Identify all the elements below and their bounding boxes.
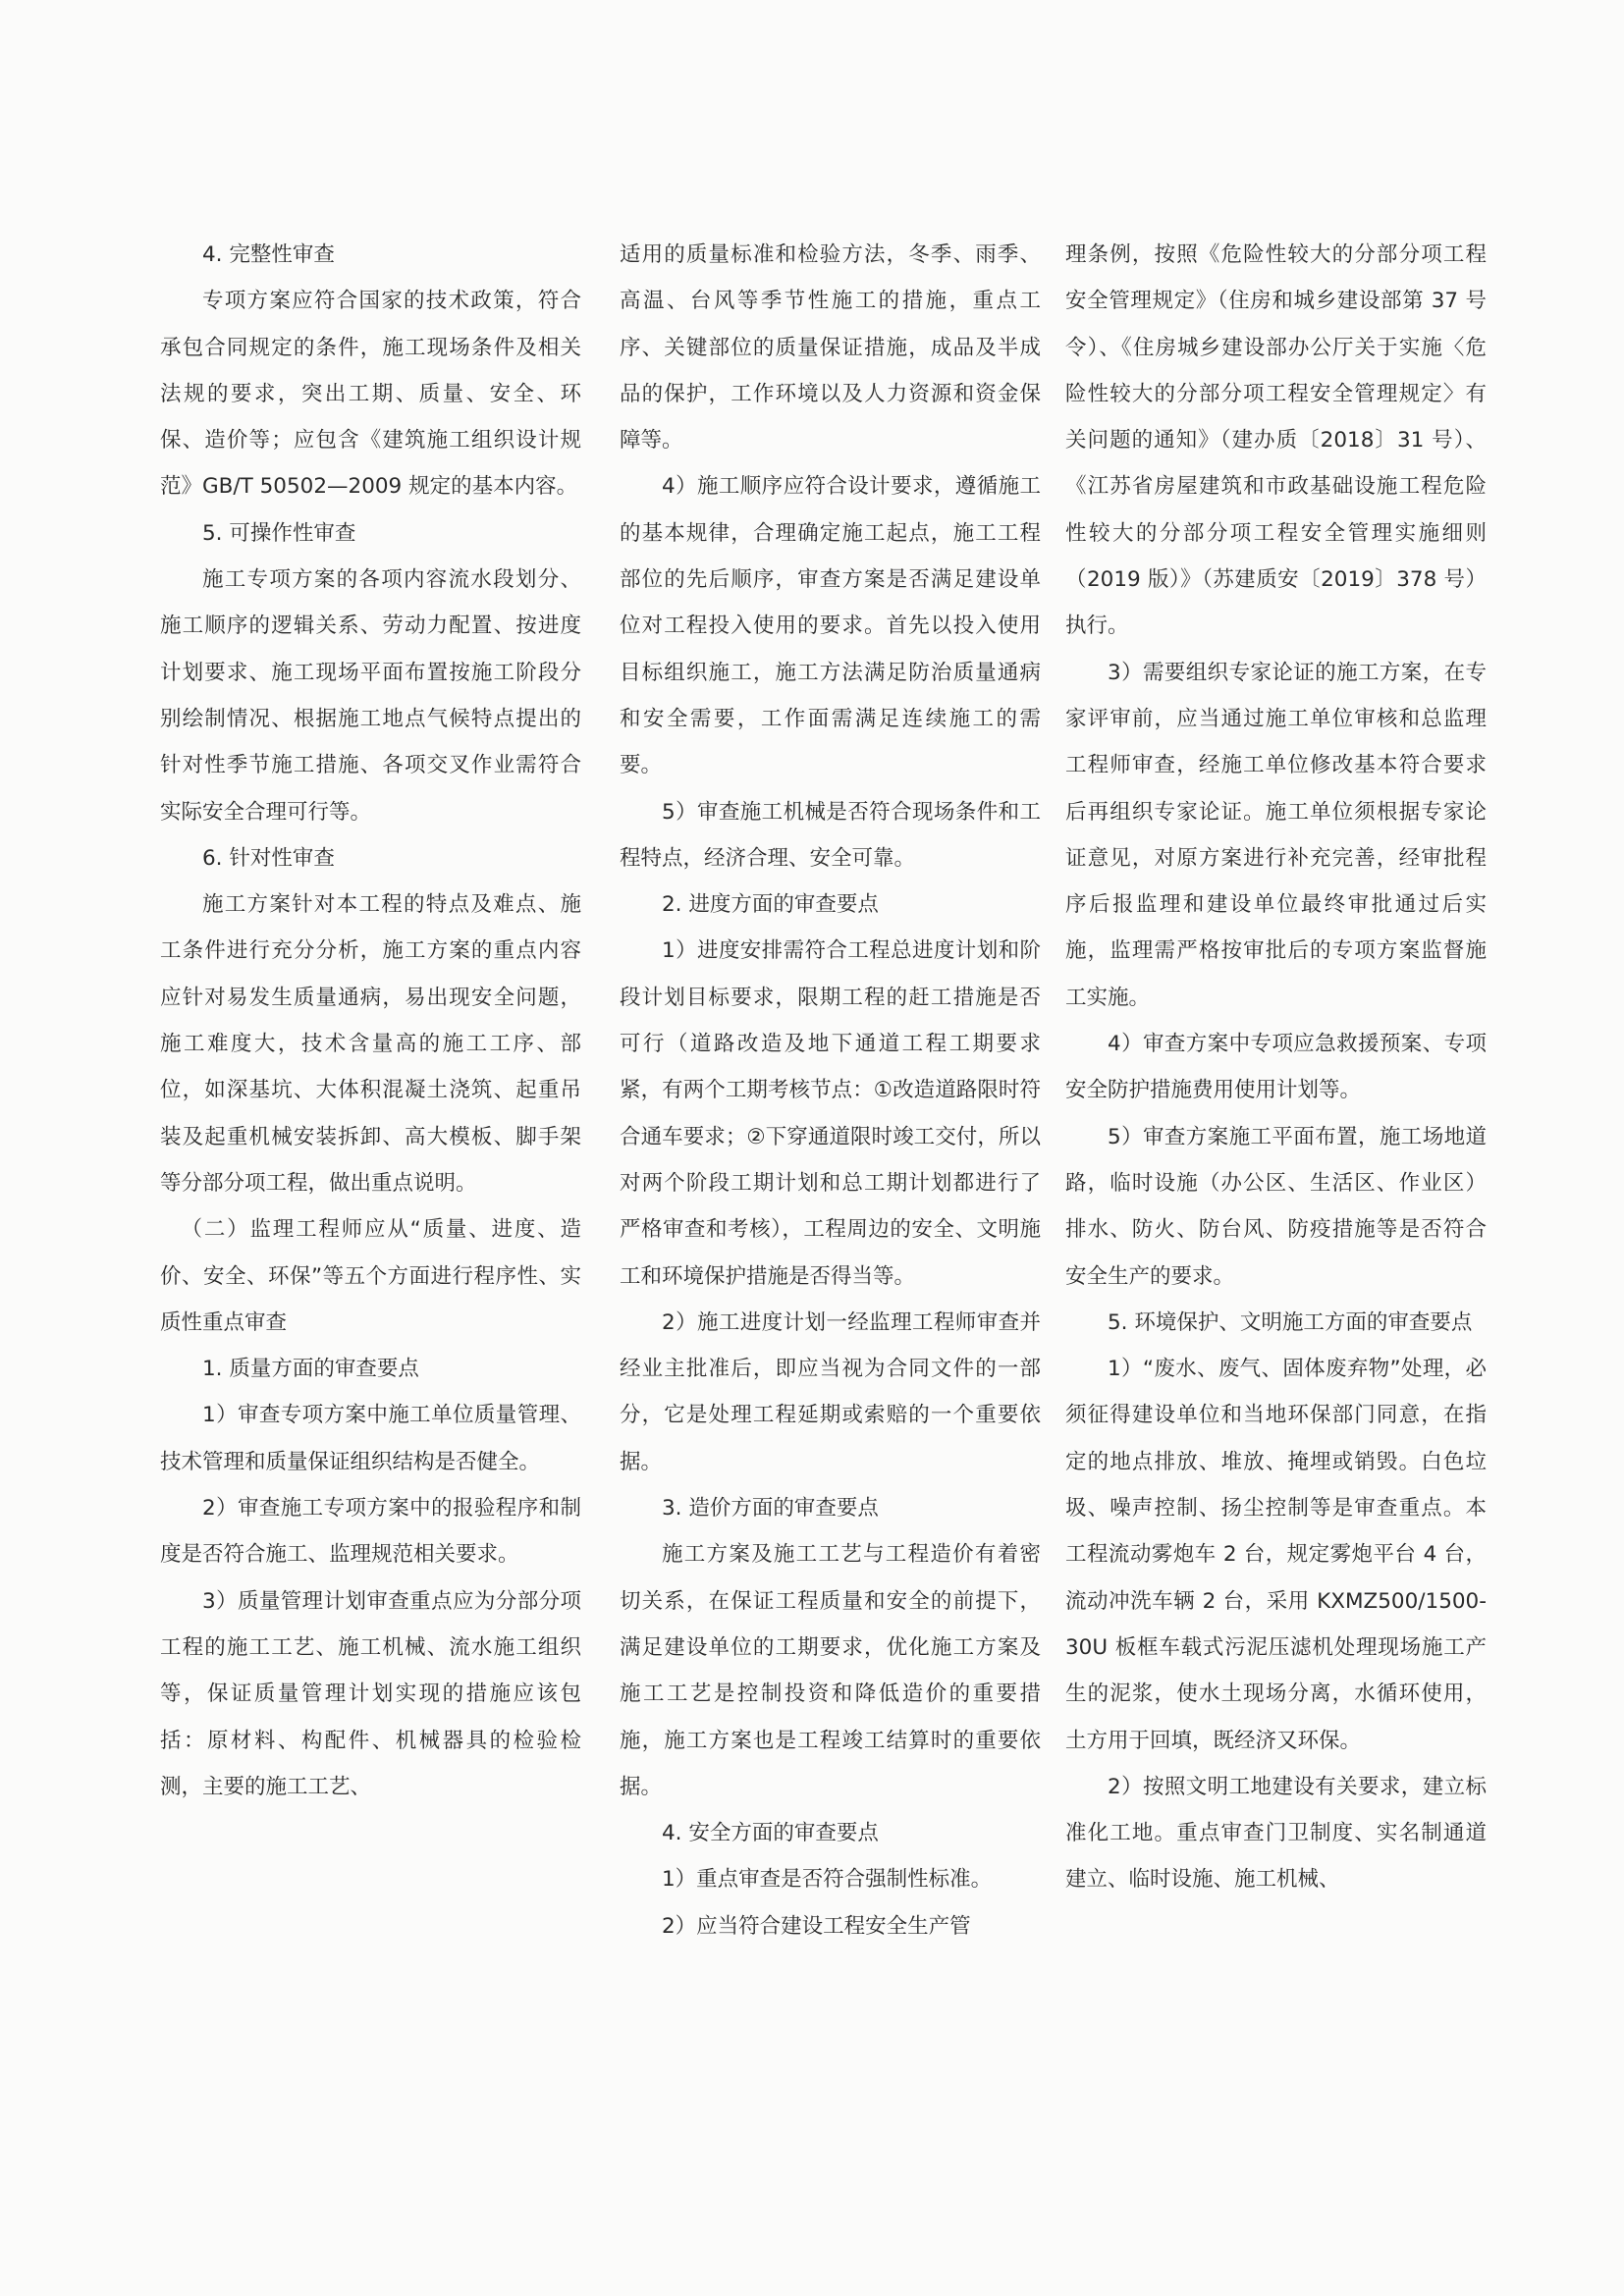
text-column-2 [620,232,1041,1949]
paragraph: 1）“废水、废气、固体废弃物”处理，必须征得建设单位和当地环保部门同意，在指定的地点排放、堆放、掩埋或销毁。白色垃圾、噪声控制、扬尘控制等是审查重点。本工程流动雾炮车 2 台，规定雾炮平台 4 台，流动冲洗车辆 2 台，采用 KXMZ500/1500-30U 板框车载式污泥压滤机处理现场施工产生的泥浆，使水土现场分离，水循环使用，土方用于回填，既经济又环保。 [1065,1357,1487,1753]
section-heading: 1. 质量方面的审查要点 [202,1357,419,1382]
paragraph: 专项方案应符合国家的技术政策，符合承包合同规定的条件，施工现场条件及相关法规的要求，突出工期、质量、安全、环保、造价等；应包含《建筑施工组织设计规范》GB/T 50502—2009 规定的基本内容。 [160,289,581,500]
paragraph: 理条例，按照《危险性较大的分部分项工程安全管理规定》（住房和城乡建设部第 37 号令）、《住房城乡建设部办公厅关于实施〈危险性较大的分部分项工程安全管理规定〉有关问题的通知》（建办质〔2018〕31 号）、《江苏省房屋建筑和市政基础设施工程危险性较大的分部分项工程安全管理实施细则（2019 版）》（苏建质安〔2019〕378 号）执行。 [1065,242,1487,639]
paragraph: 2）施工进度计划一经监理工程师审查并经业主批准后，即应当视为合同文件的一部分，它是处理工程延期或索赔的一个重要依据。 [620,1309,1041,1474]
paragraph: 施工方案及施工工艺与工程造价有着密切关系，在保证工程质量和安全的前提下，满足建设单位的工期要求，优化施工方案及施工工艺是控制投资和降低造价的重要措施，施工方案也是工程竣工结算时的重要依据。 [620,1542,1041,1799]
paragraph: 5）审查方案施工平面布置，施工场地道路，临时设施（办公区、生活区、作业区）排水、防火、防台风、防疫措施等是否符合安全生产的要求。 [1065,1124,1487,1289]
paragraph: 2）应当符合建设工程安全生产管 [662,1913,971,1939]
section-heading: 3. 造价方面的审查要点 [662,1496,879,1522]
paragraph: 2）审查施工专项方案中的报验程序和制度是否符合施工、监理规范相关要求。 [160,1496,581,1568]
paragraph: 2）按照文明工地建设有关要求，建立标准化工地。重点审查门卫制度、实名制通道建立、临时设施、施工机械、 [1065,1774,1487,1893]
paragraph: 施工专项方案的各项内容流水段划分、施工顺序的逻辑关系、劳动力配置、按进度计划要求、施工现场平面布置按施工阶段分别绘制情况、根据施工地点气候特点提出的针对性季节施工措施、各项交叉作业需符合实际安全合理可行等。 [160,567,581,825]
paragraph: 3）需要组织专家论证的施工方案，在专家评审前，应当通过施工单位审核和总监理工程师审查，经施工单位修改基本符合要求后再组织专家论证。施工单位须根据专家论证意见，对原方案进行补充完善，经审批程序后报监理和建设单位最终审批通过后实施，监理需严格按审批后的专项方案监督施工实施。 [1065,660,1487,1010]
paragraph: 3）质量管理计划审查重点应为分部分项工程的施工工艺、施工机械、流水施工组织等，保证质量管理计划实现的措施应该包括：原材料、构配件、机械器具的检验检测，主要的施工工艺、 [160,1588,581,1799]
paragraph: 施工方案针对本工程的特点及难点、施工条件进行充分分析，施工方案的重点内容应针对易发生质量通病，易出现安全问题，施工难度大，技术含量高的施工工序、部位，如深基坑、大体积混凝土浇筑、起重吊装及起重机械安装拆卸、高大模板、脚手架等分部分项工程，做出重点说明。 [160,892,581,1196]
paragraph: 1）重点审查是否符合强制性标准。 [662,1867,993,1893]
section-heading: 4. 安全方面的审查要点 [662,1821,879,1846]
text-column-1 [160,232,581,1810]
paragraph: 1）进度安排需符合工程总进度计划和阶段计划目标要求，限期工程的赶工措施是否可行（道路改造及地下通道工程工期要求紧，有两个工期考核节点：①改造道路限时符合通车要求；②下穿通道限时竣工交付，所以对两个阶段工期计划和总工期计划都进行了严格审查和考核），工程周边的安全、文明施工和环境保护措施是否得当等。 [620,938,1041,1289]
section-heading: 4. 完整性审查 [202,242,335,267]
paragraph: 4）施工顺序应符合设计要求，遵循施工的基本规律，合理确定施工起点，施工工程部位的先后顺序，审查方案是否满足建设单位对工程投入使用的要求。首先以投入使用目标组织施工，施工方法满足防治质量通病和安全需要，工作面需满足连续施工的需要。 [620,474,1041,778]
paragraph: 4）审查方案中专项应急救援预案、专项安全防护措施费用使用计划等。 [1065,1032,1487,1103]
text-column-3 [1065,232,1487,1903]
section-heading: 6. 针对性审查 [202,845,335,871]
paragraph: 1）审查专项方案中施工单位质量管理、技术管理和质量保证组织结构是否健全。 [160,1403,581,1474]
section-heading: 2. 进度方面的审查要点 [662,892,879,918]
section-heading: （二）监理工程师应从“质量、进度、造价、安全、环保”等五个方面进行程序性、实质性重点审查 [160,1217,581,1335]
paragraph: 适用的质量标准和检验方法，冬季、雨季、高温、台风等季节性施工的措施，重点工序、关键部位的质量保证措施，成品及半成品的保护，工作环境以及人力资源和资金保障等。 [620,242,1041,454]
section-heading: 5. 可操作性审查 [202,520,356,546]
paragraph: 5）审查施工机械是否符合现场条件和工程特点，经济合理、安全可靠。 [620,799,1041,871]
section-heading: 5. 环境保护、文明施工方面的审查要点 [1108,1309,1473,1335]
